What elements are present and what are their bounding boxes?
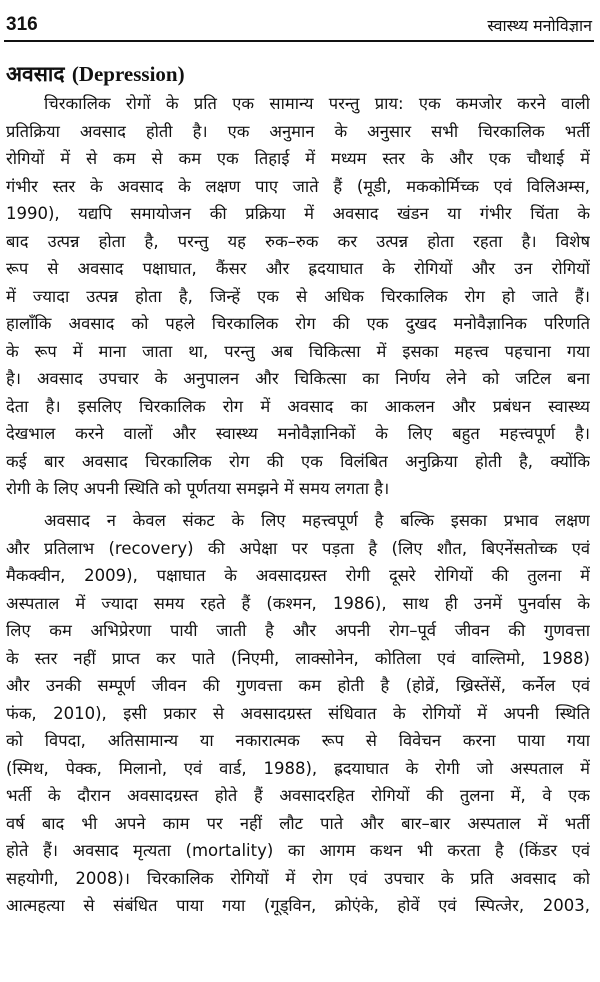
text-line: लिए कम अभिप्रेरणा पायी जाती है और अपनी रोग–पूर्व जीवन की गुणवत्ता: [6, 621, 590, 640]
text-line: रोगियों में से कम से कम एक तिहाई में मध्यम स्तर के और एक चौथाई में: [6, 149, 590, 168]
text-line: मैकक्वीन, 2009), पक्षाघात के अवसादग्रस्त रोगी दूसरे रोगियों की तुलना में: [6, 566, 590, 585]
text-line: को विपदा, अतिसामान्य या नकारात्मक रूप से विवेचन करना पाया गया: [6, 731, 590, 750]
text-line: आत्महत्या से संबंधित पाया गया (गूड्विन, क्रोएंके, होवें एवं स्पित्जेर, 2003,: [6, 896, 590, 915]
text-line: रोगी के लिए अपनी स्थिति को पूर्णतया समझने में समय लगता है।: [6, 479, 390, 498]
header-rule: [4, 40, 594, 42]
text-line: अवसाद न केवल संकट के लिए महत्त्वपूर्ण है बल्कि इसका प्रभाव लक्षण: [44, 511, 590, 530]
paragraph-1: [6, 90, 590, 503]
section-title-english: (Depression): [71, 62, 185, 86]
page-number: 316: [6, 14, 38, 35]
text-line: भर्ती के दौरान अवसादग्रस्त होते हैं अवसादरहित रोगियों की तुलना में, वे एक: [6, 786, 590, 805]
text-line: में ज्यादा उत्पन्न होता है, जिन्हें एक से अधिक चिरकालिक रोग हो जाते हैं।: [6, 286, 590, 306]
text-line: 1990), यद्यपि समायोजन की प्रक्रिया में अवसाद खंडन या गंभीर चिंता के: [6, 204, 590, 223]
text-line: कई बार अवसाद चिरकालिक रोग की एक विलंबित अनुक्रिया होती है, क्योंकि: [6, 451, 590, 471]
text-line: देता है। इसलिए चिरकालिक रोग में अवसाद का आकलन और प्रबंधन स्वास्थ्य: [6, 396, 590, 416]
text-line: गंभीर स्तर के अवसाद के लक्षण पाए जाते हैं (मूडी, मककोर्मिच्क एवं विलिअम्स,: [6, 176, 590, 196]
text-line: रूप से अवसाद पक्षाघात, कैंसर और ह्रदयाघात के रोगियों और उन रोगियों: [6, 259, 590, 278]
text-line: हालाँकि अवसाद को पहले चिरकालिक रोग की एक दुखद मनोवैज्ञानिक परिणति: [6, 314, 590, 333]
text-line: होते हैं। अवसाद मृत्यता (mortality) का आगम कथन भी करता है (किंडर एवं: [6, 841, 590, 860]
running-title: स्वास्थ्य मनोविज्ञान: [487, 16, 592, 35]
text-line: देखभाल करने वालों और स्वास्थ्य मनोवैज्ञानिकों के लिए बहुत महत्त्वपूर्ण है।: [6, 424, 590, 443]
page-header: [6, 6, 592, 36]
paragraph-2: [6, 507, 590, 920]
section-title-hindi: अवसाद: [6, 62, 65, 86]
text-line: फंक, 2010), इसी प्रकार से अवसादग्रस्त संधिवात के रोगियों में अपनी स्थिति: [6, 703, 590, 723]
text-line: चिरकालिक रोगों के प्रति एक सामान्य परन्तु प्राय: एक कमजोर करने वाली: [44, 94, 590, 113]
section-heading: [6, 60, 185, 88]
text-line: वर्ष बाद भी अपने काम पर नहीं लौट पाते और बार–बार अस्पताल में भर्ती: [6, 813, 590, 833]
text-line: अस्पताल में ज्यादा समय रहते हैं (कश्मन, 1986), साथ ही उनमें पुनर्वास के: [6, 593, 590, 613]
text-line: सहयोगी, 2008)। चिरकालिक रोगियों में रोग एवं उपचार के प्रति अवसाद को: [6, 868, 590, 888]
text-line: बाद उत्पन्न होता है, परन्तु यह रुक–रुक कर उत्पन्न होता रहता है। विशेष: [6, 231, 590, 251]
text-line: और उनकी सम्पूर्ण जीवन की गुणवत्ता कम होती है (होव्रें, ख्रिस्तेंसें, कर्नेल एवं: [6, 676, 590, 695]
text-line: है। अवसाद उपचार के अनुपालन और चिकित्सा का निर्णय लेने को जटिल बना: [6, 369, 590, 388]
text-line: प्रतिक्रिया अवसाद होती है। एक अनुमान के अनुसार सभी चिरकालिक भर्ती: [6, 121, 590, 141]
text-line: के रूप में माना जाता था, परन्तु अब चिकित्सा में इसका महत्त्व पहचाना गया: [6, 341, 590, 361]
text-line: और प्रतिलाभ (recovery) की अपेक्षा पर पड़ता है (लिए शौत, बिएनेंसतोच्क एवं: [6, 538, 590, 558]
text-line: के स्तर नहीं प्राप्त कर पाते (निएमी, लाक्सोनेन, कोतिला एवं वाल्तिमो, 1988): [6, 648, 590, 668]
text-line: (स्मिथ, पेक्क, मिलानो, एवं वार्ड, 1988), ह्रदयाघात के रोगी जो अस्पताल में: [6, 758, 590, 778]
